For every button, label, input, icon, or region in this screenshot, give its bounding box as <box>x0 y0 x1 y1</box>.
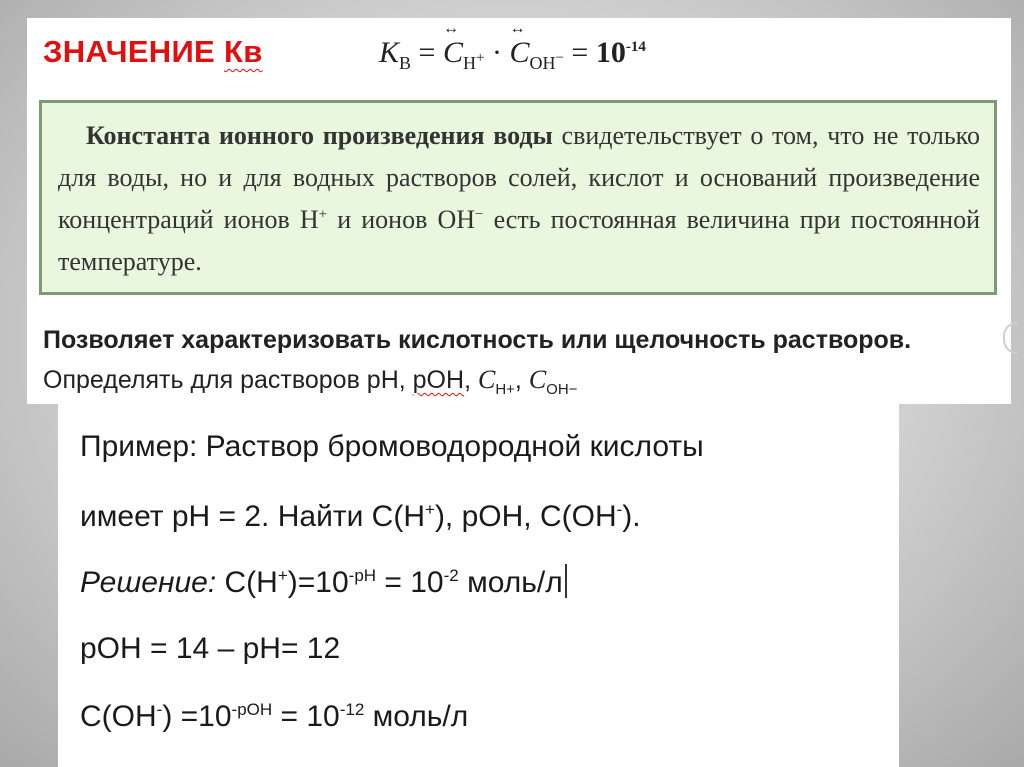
formula-exp-text: -14 <box>625 39 646 55</box>
description-coh: C <box>528 365 547 394</box>
example-line5-sup2: -pOH <box>231 700 273 719</box>
formula-k: K <box>379 36 400 69</box>
top-slide-panel <box>27 18 1011 404</box>
example-line3-sup2: -pH <box>348 566 377 585</box>
description-ch-sub: H+ <box>495 381 515 398</box>
title-text: ЗНАЧЕНИЕ <box>43 34 216 69</box>
formula-value-exp <box>626 39 646 55</box>
formula-c2-sup: − <box>555 50 564 66</box>
description-comma1: , <box>464 366 478 394</box>
example-line2-sup2: - <box>616 500 623 519</box>
example-line3-a: C(H <box>216 566 278 599</box>
description-ch: C <box>477 365 496 394</box>
formula-c1-sub <box>462 50 485 73</box>
example-line5-sup1: - <box>156 700 163 719</box>
example-line2-a: имеет pH = 2. Найти C(H <box>80 500 425 533</box>
example-line5-b: ) =10 <box>162 700 232 733</box>
definition-box <box>39 100 997 295</box>
example-line3-sup1: + <box>277 566 288 585</box>
formula-c2-sub <box>529 50 564 73</box>
formula-k-sub: B <box>399 53 412 73</box>
example-line2-sup1: + <box>425 500 435 519</box>
definition-text1: свидетельствует о том, что не только для воды, но и для водных растворов солей, кислот и оснований произведение концентраций ионов H <box>58 121 980 234</box>
example-line3-sup3: -2 <box>443 566 459 585</box>
description-text <box>43 320 1003 410</box>
description-poh: pOH <box>412 366 465 394</box>
example-line-4: pOH = 14 – pH= 12 <box>80 632 341 665</box>
definition-text3: есть постоянная величина при постоянной температуре. <box>58 205 981 276</box>
formula-value: 10 <box>595 36 626 69</box>
example-line5-sup3: -12 <box>339 700 365 719</box>
page-title <box>43 34 263 70</box>
text-cursor <box>565 564 567 598</box>
example-line2-b: ), pOH, C(OH <box>434 500 617 533</box>
example-line3-b: )=10 <box>287 566 349 599</box>
formula-c1-sup: + <box>475 50 485 66</box>
example-panel <box>58 404 899 767</box>
example-line-5 <box>80 700 468 734</box>
description-comma2: , <box>514 366 529 394</box>
example-line2-c: ). <box>622 500 641 533</box>
description-coh-sub: OH− <box>546 381 578 398</box>
title-kv: Кв <box>223 34 263 69</box>
solution-label: Решение: <box>80 566 217 599</box>
definition-bold: Константа ионного произведения воды <box>86 121 553 150</box>
definition-sup1: + <box>318 206 328 223</box>
kw-formula <box>379 36 646 74</box>
formula-c2-sub-text: OH <box>529 53 556 73</box>
definition-sup2: − <box>475 206 484 223</box>
example-line3-c: = 10 <box>376 566 444 599</box>
example-line-3 <box>80 564 567 600</box>
example-line5-d: моль/л <box>364 700 469 733</box>
example-line-1: Пример: Раствор бромоводородной кислоты <box>80 430 704 463</box>
formula-eq2: = <box>563 36 596 69</box>
formula-dot: · <box>484 36 510 69</box>
formula-eq: = <box>411 36 443 69</box>
example-line-2 <box>80 500 641 534</box>
example-line5-a: C(OH <box>80 700 157 733</box>
example-line5-c: = 10 <box>272 700 340 733</box>
formula-c1: ↔ C <box>443 36 463 70</box>
formula-c1-sub-text: H <box>462 53 476 73</box>
definition-paragraph <box>58 115 980 283</box>
description-plain: Определять для растворов pH, <box>43 366 413 394</box>
example-line3-d: моль/л <box>458 566 563 599</box>
formula-c2: ↔ C <box>509 36 529 70</box>
definition-text2: и ионов OH <box>327 205 476 234</box>
description-bold: Позволяет характеризовать кислотность или щелочность растворов. <box>43 326 912 354</box>
